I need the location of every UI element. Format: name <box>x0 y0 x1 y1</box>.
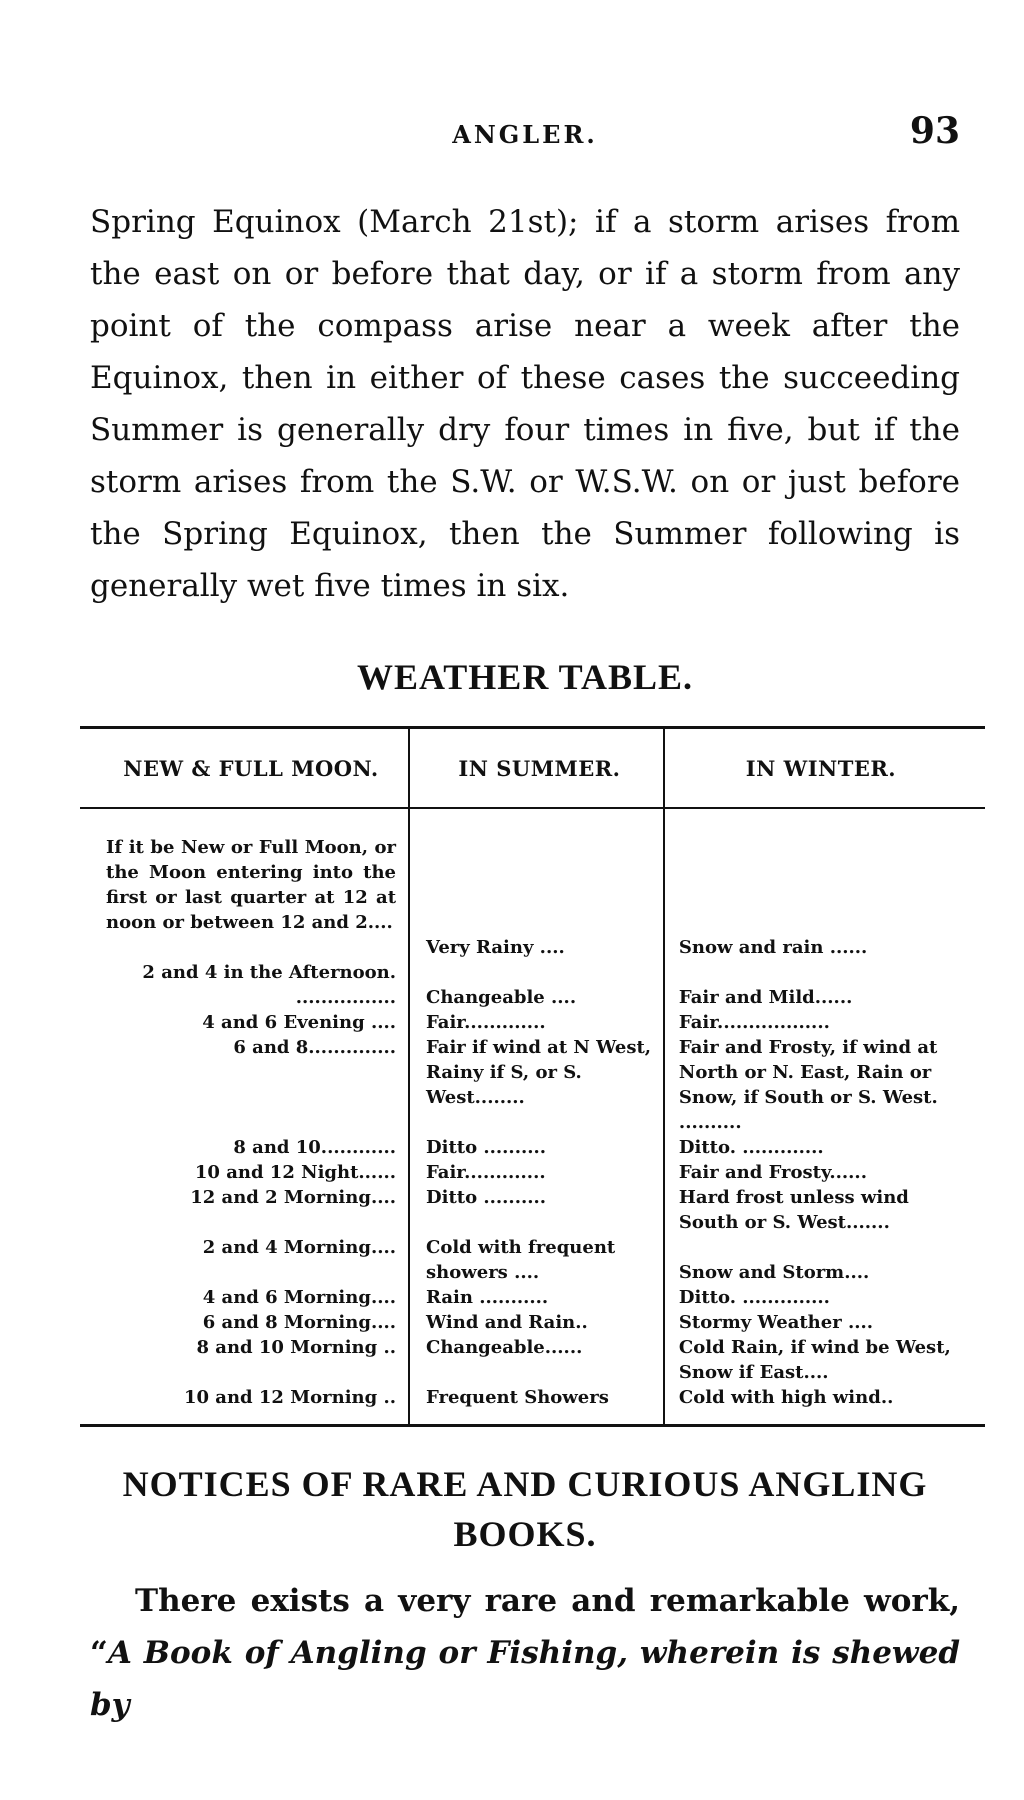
winter-cell: Ditto. .............. <box>678 1287 830 1308</box>
winter-cell: Fair.................. <box>678 1012 830 1033</box>
summer-cell: Rain ........... <box>426 1287 549 1308</box>
column-header-summer: IN SUMMER. <box>409 728 664 809</box>
table-row <box>80 835 985 960</box>
winter-cell: Snow and Storm.... <box>678 1262 870 1283</box>
weather-table-title: WEATHER TABLE. <box>356 657 694 697</box>
summer-cell: Fair if wind at N West, Rainy if S, or S. West........ <box>426 1037 652 1108</box>
column-header-moon: NEW & FULL MOON. <box>80 728 409 809</box>
winter-cell: Stormy Weather .... <box>678 1312 874 1333</box>
moon-cell: 6 and 8 Morning.... <box>202 1312 397 1333</box>
notices-section-title: NOTICES OF RARE AND CURIOUS ANGLING BOOKS. <box>122 1464 928 1554</box>
summer-cell: Fair............. <box>426 1012 546 1033</box>
winter-cell: Ditto. ............. <box>678 1137 824 1158</box>
summer-cell: Ditto .......... <box>426 1187 547 1208</box>
summer-cell: Changeable...... <box>426 1337 583 1358</box>
table-spacer-row <box>80 808 985 835</box>
moon-cell: If it be New or Full Moon, or the Moon entering into the first or last quarter at 12 at noon or between 12 and 2.... <box>106 837 397 933</box>
table-row <box>80 1035 985 1135</box>
intro-paragraph: Spring Equinox (March 21st); if a storm arises from the east on or before that day, or if a storm from any point of the compass arise near a week after the Equinox, then in either of these cases the succeeding Summer is generally dry four times in five, but if the storm arises from the S.W. or W.S.W. on or just before the Spring Equinox, then the Summer following is generally wet five times in six. <box>90 204 960 604</box>
winter-cell: Snow and rain ...... <box>678 937 868 958</box>
table-row <box>80 1160 985 1185</box>
winter-cell: Cold with high wind.. <box>678 1387 894 1408</box>
book-title: A Book of Angling or Fishing, wherein is shewed by <box>90 1635 960 1723</box>
moon-cell: 6 and 8.............. <box>233 1037 397 1058</box>
table-row <box>80 1185 985 1235</box>
table-row <box>80 1135 985 1160</box>
table-row <box>80 1385 985 1426</box>
table-row <box>80 1235 985 1285</box>
page-number: 93 <box>909 110 960 152</box>
summer-cell: Cold with frequent showers .... <box>426 1237 616 1283</box>
moon-cell: 4 and 6 Evening .... <box>202 1012 397 1033</box>
table-header-row <box>80 728 985 809</box>
moon-cell: 10 and 12 Night...... <box>194 1162 397 1183</box>
book-page <box>90 110 960 1762</box>
moon-cell: 10 and 12 Morning .. <box>183 1387 397 1408</box>
summer-cell: Changeable .... <box>426 987 577 1008</box>
moon-cell: 8 and 10 Morning .. <box>196 1337 397 1358</box>
winter-cell: Fair and Mild...... <box>678 987 853 1008</box>
summer-cell: Ditto .......... <box>426 1137 547 1158</box>
table-row <box>80 1285 985 1310</box>
notices-paragraph <box>90 1575 960 1731</box>
table-row <box>80 1010 985 1035</box>
running-title: ANGLER. <box>452 120 598 149</box>
summer-cell: Very Rainy .... <box>426 937 565 958</box>
summer-cell: Fair............. <box>426 1162 546 1183</box>
winter-cell: Cold Rain, if wind be West, Snow if East.... <box>678 1337 951 1383</box>
moon-cell: 4 and 6 Morning.... <box>202 1287 397 1308</box>
column-header-winter: IN WINTER. <box>664 728 985 809</box>
running-header <box>90 110 960 156</box>
moon-cell: 12 and 2 Morning.... <box>190 1187 397 1208</box>
notices-text: There exists a very rare and remarkable work, <box>135 1583 960 1619</box>
moon-cell: 2 and 4 in the Afternoon. ................ <box>142 962 397 1008</box>
winter-cell: Fair and Frosty...... <box>678 1162 867 1183</box>
moon-cell: 2 and 4 Morning.... <box>202 1237 397 1258</box>
table-row <box>80 1335 985 1385</box>
moon-cell: 8 and 10............ <box>233 1137 397 1158</box>
winter-cell: Fair and Frosty, if wind at North or N. East, Rain or Snow, if South or S. West. .......... <box>678 1037 938 1133</box>
winter-cell: Hard frost unless wind South or S. West....... <box>678 1187 909 1233</box>
summer-cell: Frequent Showers <box>426 1387 609 1408</box>
opening-quote: “ <box>90 1635 108 1671</box>
weather-table <box>80 726 985 1427</box>
summer-cell: Wind and Rain.. <box>426 1312 588 1333</box>
table-row <box>80 960 985 1010</box>
table-row <box>80 1310 985 1335</box>
